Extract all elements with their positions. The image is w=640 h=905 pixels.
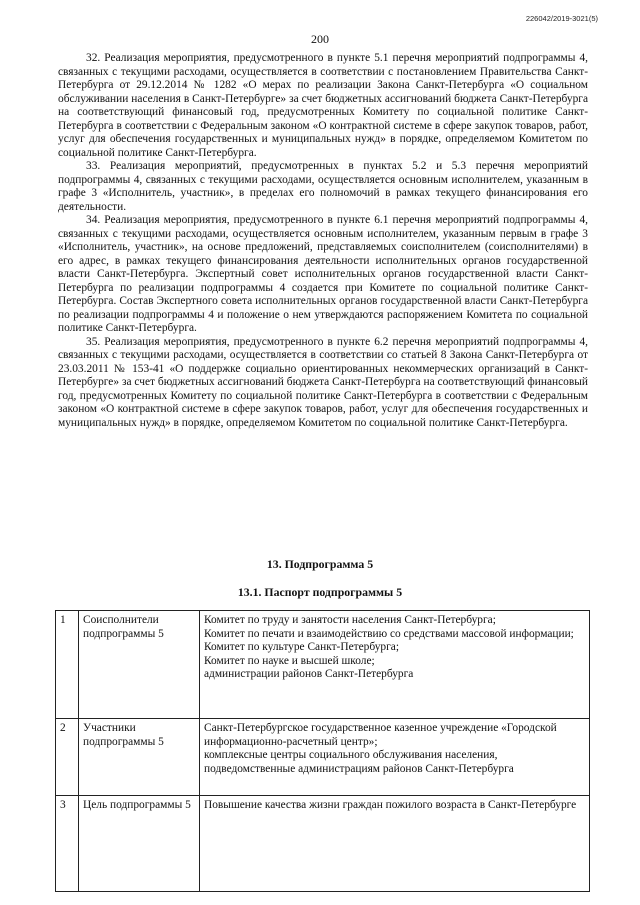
subsection-heading: 13.1. Паспорт подпрограммы 5 bbox=[237, 585, 403, 599]
row-label: Цель подпрограммы 5 bbox=[79, 796, 200, 892]
content-line: администрации районов Санкт-Петербурга bbox=[204, 668, 414, 680]
row-label: Участники подпрограммы 5 bbox=[79, 719, 200, 796]
table-row bbox=[56, 796, 590, 892]
passport-table bbox=[55, 610, 590, 892]
paragraph-32: 32. Реализация мероприятия, предусмотренного в пункте 5.1 перечня мероприятий подпрограммы 4, связанных с текущими расходами, осуществляется в соответствии с постановлением Правительства Санкт-Петербурга от 29.12.2014 № 1282 «О мерах по реализации Закона Санкт-Петербурга «О социальном обслуживании населения в Санкт-Петербурге» за счет бюджетных ассигнований бюджета Санкт-Петербурга на соответствующий финансовый год, предусмотренных Комитету по социальной политике Санкт-Петербурга в соответствии с Федеральным законом «О контрактной системе в сфере закупок товаров, работ, услуг для обеспечения государственных и муниципальных нужд» в порядке, определяемом Комитетом по социальной политике Санкт-Петербурга. bbox=[58, 52, 588, 159]
content-line: Повышение качества жизни граждан пожилого возраста в Санкт-Петербурге bbox=[204, 799, 577, 811]
table-row bbox=[56, 611, 590, 719]
row-number: 3 bbox=[56, 796, 79, 892]
content-line: комплексные центры социального обслуживания населения, подведомственные администрациям районов Санкт-Петербурга bbox=[204, 749, 514, 775]
row-content bbox=[200, 611, 590, 719]
content-line: Комитет по труду и занятости населения Санкт-Петербурга; bbox=[204, 614, 496, 626]
row-label: Соисполнители подпрограммы 5 bbox=[79, 611, 200, 719]
table-row bbox=[56, 719, 590, 796]
content-line: Комитет по науке и высшей школе; bbox=[204, 654, 375, 667]
content-line: Комитет по культуре Санкт-Петербурга; bbox=[204, 641, 400, 653]
row-number: 1 bbox=[56, 611, 79, 719]
row-content bbox=[200, 719, 590, 796]
paragraph-33: 33. Реализация мероприятий, предусмотренных в пунктах 5.2 и 5.3 перечня мероприятий подпрограммы 4, связанных с текущими расходами, осуществляется основным исполнителем, указанным в графе 3 «Исполнитель, участник», в пределах его полномочий в рамках текущего финансирования его деятельности. bbox=[58, 160, 588, 213]
paragraph-35: 35. Реализация мероприятия, предусмотренного в пункте 6.2 перечня мероприятий подпрограммы 4, связанных с текущими расходами, осуществляется в соответствии со статьей 8 Закона Санкт-Петербурга от 23.03.2011 № 153-41 «О поддержке социально ориентированных некоммерческих организаций в Санкт-Петербурге» за счет бюджетных ассигнований бюджета Санкт-Петербурга на соответствующий финансовый год, предусмотренных Комитету по социальной политике Санкт-Петербурга в соответствии с Федеральным законом «О контрактной системе в сфере закупок товаров, работ, услуг для обеспечения государственных и муниципальных нужд» в порядке, определяемом Комитетом по социальной политике Санкт-Петербурга. bbox=[58, 335, 588, 429]
section-heading: 13. Подпрограмма 5 bbox=[266, 557, 374, 571]
content-line: Комитет по печати и взаимодействию со средствами массовой информации; bbox=[204, 627, 574, 640]
page-number: 200 bbox=[311, 32, 329, 46]
paragraph-34: 34. Реализация мероприятия, предусмотренного в пункте 6.1 перечня мероприятий подпрограммы 4, связанных с текущими расходами, осуществляется основным исполнителем, указанным первым в графе 3 «Исполнитель, участник», на основе предложений, представляемых соисполнителем (соисполнителями) в его адрес, в рамках текущего финансирования деятельности исполнительных органов государственной власти Санкт-Петербурга. Экспертный совет исполнительных органов государственной власти Санкт-Петербурга по реализации подпрограммы 4 создается при Комитете по социальной политике Санкт-Петербурга. Состав Экспертного совета исполнительных органов государственной власти Санкт-Петербурга по реализации подпрограммы 4 и положение о нем утверждаются распоряжением Комитета по социальной политике Санкт-Петербурга. bbox=[58, 214, 588, 334]
content-line: Санкт-Петербургское государственное казенное учреждение «Городской информационно-расчетный центр»; bbox=[204, 722, 557, 748]
document-registration-code: 226042/2019-3021(5) bbox=[525, 14, 598, 23]
row-content bbox=[200, 796, 590, 892]
document-body bbox=[58, 52, 588, 430]
row-number: 2 bbox=[56, 719, 79, 796]
